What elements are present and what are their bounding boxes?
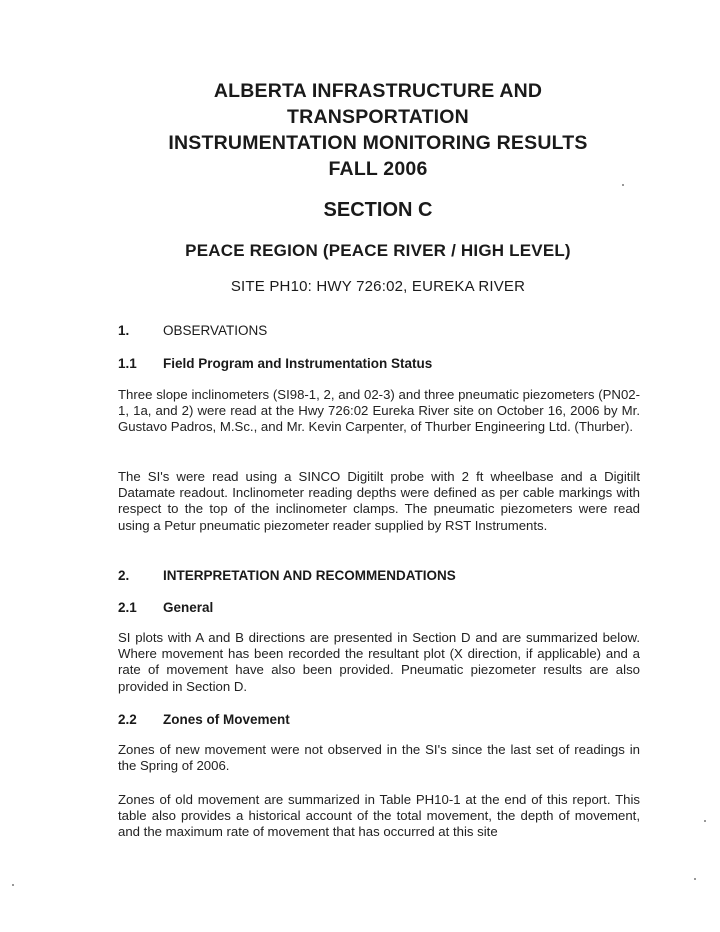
heading-number: 2. [118,568,130,583]
paragraph: Zones of new movement were not observed in the SI's since the last set of readings in the Spring of 2006. [118,742,640,774]
heading-zones-of-movement [118,712,290,727]
paragraph: SI plots with A and B directions are presented in Section D and are summarized below. Where movement has been recorded the resultant plot (X direction, if applicable) and a rate of movement have also been provided. Pneumatic piezometer results are also provided in Section D. [118,630,640,694]
heading-observations [118,323,267,338]
heading-text: General [163,600,214,615]
scan-speck [704,820,706,822]
section-title: SECTION C [323,199,433,221]
report-title-line: INSTRUMENTATION MONITORING RESULTS [168,132,588,154]
report-title-line: ALBERTA INFRASTRUCTURE AND [213,80,543,102]
heading-interpretation [118,568,456,583]
heading-number: 2.2 [118,712,137,727]
report-title-line: TRANSPORTATION [287,106,469,128]
heading-text: OBSERVATIONS [163,323,268,338]
region-title: PEACE REGION (PEACE RIVER / HIGH LEVEL) [185,241,571,260]
paragraph: Three slope inclinometers (SI98-1, 2, and 02-3) and three pneumatic piezometers (PN02-1, 1a, and 2) were read at the Hwy 726:02 Eureka River site on October 16, 2006 by Mr. Gustavo Padros, M.Sc., and Mr. Kevin Carpenter, of Thurber Engineering Ltd. (Thurber). [118,387,640,435]
heading-text: Field Program and Instrumentation Status [163,356,433,371]
scan-speck [12,884,14,886]
heading-number: 2.1 [118,600,137,615]
heading-text: INTERPRETATION AND RECOMMENDATIONS [163,568,456,583]
scan-speck [694,878,696,880]
paragraph: The SI's were read using a SINCO Digitilt probe with 2 ft wheelbase and a Digitilt Datamate readout. Inclinometer reading depths were defined as per cable markings with respect to the top of the inclinometer clamps. The pneumatic piezometers were read using a Petur pneumatic piezometer reader supplied by RST Instruments. [118,469,640,533]
report-title [0,78,720,182]
scan-speck [622,184,624,186]
heading-general [118,600,213,615]
report-title-line: FALL 2006 [328,158,428,180]
site-title: SITE PH10: HWY 726:02, EUREKA RIVER [230,278,526,295]
heading-number: 1. [118,323,130,338]
paragraph: Zones of old movement are summarized in Table PH10-1 at the end of this report. This table also provides a historical account of the total movement, the depth of movement, and the maximum rate of movement that has occurred at this site [118,792,640,840]
heading-text: Zones of Movement [163,712,290,727]
heading-field-program [118,356,432,371]
heading-number: 1.1 [118,356,137,371]
